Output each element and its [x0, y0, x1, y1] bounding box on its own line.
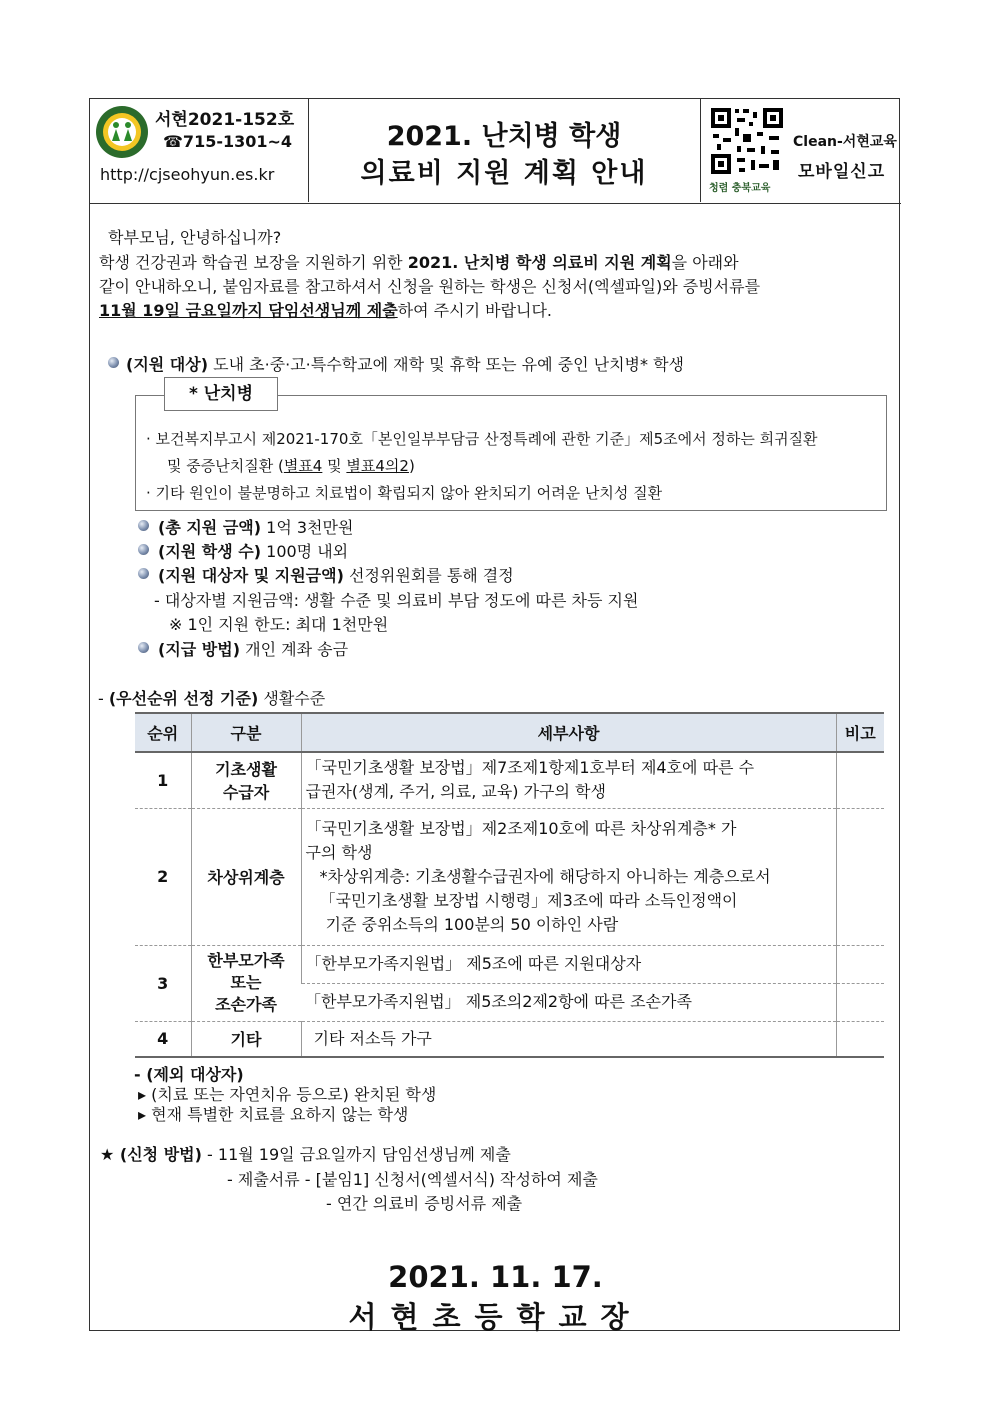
apply-label: ★ (신청 방법)	[100, 1145, 202, 1164]
select-text: 선정위원회를 통해 결정	[343, 566, 514, 585]
type-cell: 차상위계층	[191, 808, 301, 945]
detail-text: 기준 중위소득의 100분의 50 이하인 사람	[325, 914, 619, 934]
total-text: 1억 3천만원	[261, 518, 354, 537]
greeting: 학부모님, 안녕하십니까?	[108, 228, 282, 247]
note-cell	[836, 983, 884, 1021]
annex4-2-link[interactable]: 별표4의2	[346, 457, 409, 475]
total-label: (총 지원 금액)	[158, 518, 262, 537]
bullet-icon	[138, 568, 149, 579]
detail-text: 「국민기초생활 보장법」제7조제1항제1호부터 제4호에 따른 수	[305, 758, 755, 778]
table-row	[135, 808, 884, 945]
select-note: ※ 1인 지원 한도: 최대 1천만원	[169, 615, 389, 634]
intro-line1	[99, 250, 739, 273]
select-line	[158, 563, 514, 586]
bullet-icon	[138, 520, 149, 531]
intro-line2: 같이 안내하오니, 붙임자료를 참고하셔서 신청을 원하는 학생은 신청서(엑셀파일)와 증빙서류를	[99, 277, 761, 296]
box-line2-e: )	[408, 457, 415, 475]
type-text: 또는	[230, 973, 262, 992]
principal-signature: 서현초등학교장	[348, 1300, 643, 1334]
box-line2	[167, 455, 415, 476]
document-page	[89, 98, 900, 1334]
intro-line1-a: 학생 건강권과 학습권 보장을 지원하기 위한	[99, 253, 408, 272]
exclude-item: ▸ (치료 또는 자연치유 등으로) 완치된 학생	[138, 1085, 437, 1104]
note-cell	[836, 752, 884, 808]
select-sub: - 대상자별 지원금액: 생활 수준 및 의료비 부담 정도에 따른 차등 지원	[154, 591, 639, 610]
detail-cell	[301, 752, 836, 808]
detail-text: 「국민기초생활 보장법」제2조제10호에 따른 차상위계층* 가	[305, 818, 737, 838]
phone-number: ☎715-1301~4	[163, 132, 293, 151]
box-line3: · 기타 원인이 불분명하고 치료법이 확립되지 않아 완치되기 어려운 난치성 질환	[146, 484, 663, 502]
document-header	[90, 99, 901, 204]
type-cell	[191, 752, 301, 808]
document-number: 서현2021-152호	[155, 110, 295, 130]
school-logo-icon	[95, 105, 149, 159]
detail-text: 구의 학생	[305, 842, 373, 862]
intro-line1-c: 을 아래와	[671, 253, 739, 272]
col-rank-header: 순위	[135, 713, 191, 752]
bullet-icon	[138, 544, 149, 555]
priority-text: 생활수준	[258, 689, 326, 708]
issue-date: 2021. 11. 17.	[388, 1260, 603, 1294]
intro-line3-b: 하여 주시기 바랍니다.	[397, 301, 553, 320]
detail-text: 「국민기초생활 보장법 시행령」제3조에 따라 소득인정액이	[319, 890, 738, 910]
apply-line3: - 연간 의료비 증빙서류 제출	[326, 1194, 523, 1213]
intro-deadline: 11월 19일 금요일까지 담임선생님께 제출	[99, 301, 398, 320]
detail-cell: 기타 저소득 가구	[301, 1021, 836, 1057]
rank-cell: 3	[135, 945, 191, 1021]
pay-line	[158, 637, 348, 660]
annex4-link[interactable]: 별표4	[283, 457, 323, 475]
table-row	[135, 1021, 884, 1057]
type-cell	[191, 945, 301, 1021]
detail-cell: 「한부모가족지원법」 제5조에 따른 지원대상자	[301, 945, 836, 983]
detail-cell	[301, 808, 836, 945]
table-row	[135, 945, 884, 983]
pay-label: (지급 방법)	[158, 640, 241, 659]
col-note-header: 비고	[836, 713, 884, 752]
count-text: 100명 내외	[261, 542, 349, 561]
header-left-cell	[90, 99, 309, 202]
table-row	[135, 752, 884, 808]
intro-line3	[99, 298, 552, 321]
box-line2-c: 및	[322, 457, 347, 475]
note-cell	[836, 1021, 884, 1057]
box-line2-a: 및 중증난치질환 (	[167, 457, 284, 475]
detail-text: *차상위계층: 기초생활수급권자에 해당하지 아니하는 계층으로서	[319, 866, 771, 886]
header-right-cell	[700, 99, 901, 202]
note-cell	[836, 808, 884, 945]
rank-cell: 2	[135, 808, 191, 945]
mobile-report-label: 모바일신고	[798, 162, 886, 182]
exclude-item: ▸ 현재 특별한 치료를 요하지 않는 학생	[138, 1105, 409, 1124]
target-text: 도내 초·중·고·특수학교에 재학 및 휴학 또는 유예 중인 난치병* 학생	[208, 355, 685, 374]
title-line2: 의료비 지원 계획 안내	[360, 158, 648, 189]
select-label: (지원 대상자 및 지원금액)	[158, 566, 344, 585]
priority-table	[135, 712, 884, 1058]
intro-plan-name: 2021. 난치병 학생 의료비 지원 계획	[407, 253, 672, 272]
col-detail-header: 세부사항	[301, 713, 836, 752]
clean-label: Clean-서현교육	[793, 134, 897, 150]
total-line	[158, 515, 353, 538]
type-text: 조손가족	[215, 995, 277, 1014]
school-url[interactable]: http://cjseohyun.es.kr	[100, 165, 275, 184]
type-text: 기초생활	[215, 760, 277, 780]
rare-disease-tab: * 난치병	[164, 377, 278, 411]
apply-line1	[100, 1142, 511, 1165]
detail-cell: 「한부모가족지원법」 제5조의2제2항에 따른 조손가족	[301, 983, 836, 1021]
priority-line	[98, 686, 325, 709]
detail-text: 급권자(생계, 주거, 의료, 교육) 가구의 학생	[305, 782, 606, 802]
col-type-header: 구분	[191, 713, 301, 752]
exclude-label: - (제외 대상자)	[134, 1065, 244, 1084]
count-label: (지원 학생 수)	[158, 542, 262, 561]
table-header-row	[135, 713, 884, 752]
box-line1: · 보건복지부고시 제2021-170호「본인일부부담금 산정특례에 관한 기준」제5조에서 정하는 희귀질환	[146, 430, 818, 448]
apply-line2: - 제출서류 - [붙임1] 신청서(엑셀서식) 작성하여 제출	[227, 1170, 598, 1189]
bullet-icon	[108, 357, 119, 368]
rank-cell: 1	[135, 752, 191, 808]
priority-prefix: -	[98, 689, 109, 708]
title-line1: 2021. 난치병 학생	[386, 121, 622, 152]
qr-code-icon[interactable]	[709, 106, 785, 176]
bullet-icon	[138, 642, 149, 653]
type-cell: 기타	[191, 1021, 301, 1057]
priority-label: (우선순위 선정 기준)	[108, 689, 259, 708]
pay-text: 개인 계좌 송금	[240, 640, 349, 659]
target-label: (지원 대상)	[126, 355, 209, 374]
type-text: 수급자	[222, 783, 270, 803]
rank-cell: 4	[135, 1021, 191, 1057]
note-cell	[836, 945, 884, 983]
apply-deadline: - 11월 19일 금요일까지 담임선생님께 제출	[201, 1145, 511, 1164]
count-line	[158, 539, 348, 562]
type-text: 한부모가족	[207, 951, 285, 970]
target-line	[126, 352, 684, 375]
qr-caption: 청렴 충북교육	[709, 183, 771, 194]
